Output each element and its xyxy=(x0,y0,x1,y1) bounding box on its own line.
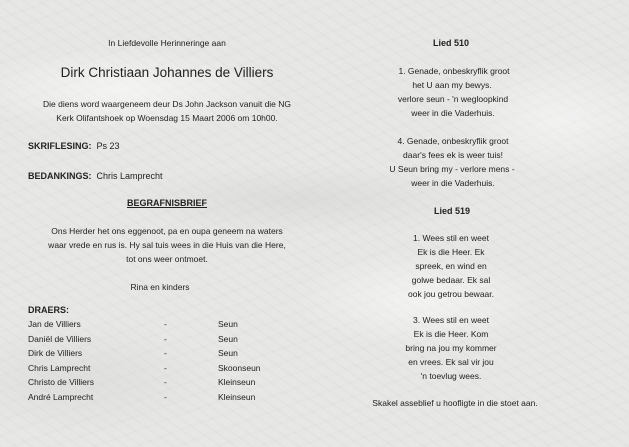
burial-line-1: Ons Herder het ons eggenoot, pa en oupa geneem na waters xyxy=(51,226,283,236)
list-item xyxy=(28,348,308,363)
bearer-relation: Skoonseun xyxy=(218,362,261,373)
thanks-value: Chris Lamprecht xyxy=(96,171,163,181)
deceased-name: Dirk Christiaan Johannes de Villiers xyxy=(60,65,274,80)
hymn-510-v4-line-1: 4. Genade, onbeskryflik groot xyxy=(397,136,509,146)
burial-line-2: waar vrede en rus is. Hy sal tuis wees in die Huis van die Here, xyxy=(48,240,286,250)
hymn-519-v1-line-4: golwe bedaar. Ek sal xyxy=(411,275,491,285)
bearer-relation: Kleinseun xyxy=(218,377,256,388)
bearer-relation: Seun xyxy=(218,333,238,344)
burial-heading: BEGRAFNISBRIEF xyxy=(126,198,208,208)
hymn-510-v1-line-1: 1. Genade, onbeskryflik groot xyxy=(398,66,510,76)
hymn-519-v3-line-1: 3. Wees stil en weet xyxy=(413,315,489,325)
hymn-519-v3-line-5: 'n toevlug wees. xyxy=(420,371,482,381)
bearers-list xyxy=(28,319,308,407)
hymn-519-v1-line-1: 1. Wees stil en weet xyxy=(413,233,489,243)
hymn-519-v1-line-5: ook jou getrou bewaar. xyxy=(407,289,495,299)
service-line-2: Kerk Olifantshoek op Woensdag 15 Maart 2006 om 10h00. xyxy=(56,113,278,123)
hymn-519-v1-line-3: spreek, en wind en xyxy=(415,261,487,271)
bearers-label: DRAERS: xyxy=(28,305,70,315)
hymn-510-title: Lied 510 xyxy=(432,38,470,48)
bearer-name: André Lamprecht xyxy=(28,391,94,402)
hymn-510-v4-line-2: daar's fees ek is weer tuis! xyxy=(403,150,503,160)
signature: Rina en kinders xyxy=(130,282,190,292)
burial-line-3: tot ons weer ontmoet. xyxy=(126,254,208,264)
bearer-name: Chris Lamprecht xyxy=(28,362,91,373)
hymn-510-v1-line-2: het U aan my bewys. xyxy=(412,80,492,90)
bearer-dash: - xyxy=(164,362,167,373)
hymn-510-v1-line-4: weer in die Vaderhuis. xyxy=(411,108,495,118)
bearer-dash: - xyxy=(164,391,167,402)
bearer-relation: Seun xyxy=(218,348,238,359)
bearer-dash: - xyxy=(164,348,167,359)
hymn-510-v1-line-3: verlore seun - 'n wegloopkind xyxy=(397,94,509,104)
scripture-value: Ps 23 xyxy=(96,141,120,151)
bearer-dash: - xyxy=(164,377,167,388)
list-item xyxy=(28,392,308,407)
list-item xyxy=(28,319,308,334)
thanks-label: BEDANKINGS xyxy=(28,171,89,181)
bearer-dash: - xyxy=(164,319,167,329)
hymn-519-v1-line-2: Ek is die Heer. Ek xyxy=(417,247,485,257)
hymn-519-v3-line-4: en vrees. Ek sal vir jou xyxy=(408,357,494,367)
scripture-label: SKRIFLESING xyxy=(28,141,89,151)
bearer-name: Dirk de Villiers xyxy=(28,348,83,359)
hymn-510-v4-line-4: weer in die Vaderhuis. xyxy=(411,178,495,188)
list-item xyxy=(28,363,308,378)
service-line-1: Die diens word waargeneem deur Ds John Jackson vanuit die NG xyxy=(42,99,292,109)
list-item xyxy=(28,334,308,349)
hymn-519-title: Lied 519 xyxy=(433,206,471,216)
hymn-519-v3-line-2: Ek is die Heer. Kom xyxy=(413,329,489,339)
thanks-line: BEDANKINGS: Chris Lamprecht xyxy=(28,171,163,181)
intro-line: In Liefdevolle Herinneringe aan xyxy=(108,38,226,48)
bearer-relation: Kleinseun xyxy=(218,391,256,402)
bearer-dash: - xyxy=(164,333,167,344)
scripture-line: SKRIFLESING: Ps 23 xyxy=(28,141,120,151)
closing-note: Skakel asseblief u hoofligte in die stoet aan. xyxy=(372,398,538,408)
bearer-relation: Seun xyxy=(218,319,238,329)
list-item xyxy=(28,377,308,392)
hymn-519-v3-line-3: bring na jou my kommer xyxy=(405,343,497,353)
bearer-name: Christo de Villiers xyxy=(28,377,94,388)
hymn-510-v4-line-3: U Seun bring my - verlore mens - xyxy=(389,164,515,174)
bearer-name: Daniël de Villiers xyxy=(28,333,92,344)
bearer-name: Jan de Villiers xyxy=(28,319,81,329)
